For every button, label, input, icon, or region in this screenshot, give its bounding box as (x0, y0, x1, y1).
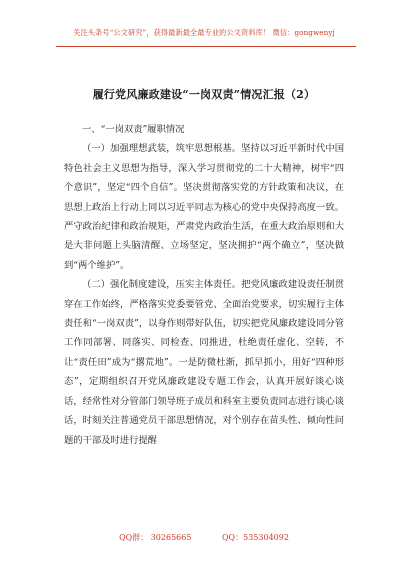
footer-contact (0, 532, 408, 543)
paragraph-2: （二）强化制度建设，压实主体责任。把党风廉政建设责任制贯穿在工作始终，严格落实党委要管党、全面治党要求，切实履行主体责任和“一岗双责”，以身作则带好队伍，切实把党风廉政建设同分管工作同部署、同落实、同检查、同推进，杜绝责任虚化、空转，不让“责任田”成为“撂荒地”。一是防微杜渐，抓早抓小，用好“四种形态”，定期组织召开党风廉政建设专题工作会，认真开展好谈心谈话，经常性对分管部门领导班子成员和科室主要负责同志进行谈心谈话，时刻关注普通党员干部思想情况，对个别存在苗头性、倾向性问题的干部及时进行提醒 (64, 279, 344, 446)
footer-qq-group: QQ群： 30265665 (119, 533, 192, 542)
footer-qq-number: QQ：535304092 (222, 533, 289, 542)
document-body (64, 120, 344, 450)
header-divider (56, 46, 356, 47)
page-title: 履行党风廉政建设“一岗双责”情况汇报（2） (92, 88, 316, 101)
header-note: 关注头条号“公文研究”，获得最新最全最专业的公文资料库！ 微信：gongwenyj (73, 28, 335, 37)
section-heading: 一、“一岗双责”履职情况 (82, 124, 185, 135)
paragraph-1: （一）加强理想武装，筑牢思想根基。坚持以习近平新时代中国特色社会主义思想为指导，深入学习贯彻党的二十大精神，树牢“四个意识”，坚定“四个自信”。坚决贯彻落实党的方针政策和决议，在思想上政治上行动上同以习近平同志为核心的党中央保持高度一致。严守政治纪律和政治规矩，严肃党内政治生活，在重大政治原则和大是大非问题上头脑清醒、立场坚定，坚决拥护“两个确立”，坚决做到“两个维护”。 (64, 143, 344, 271)
